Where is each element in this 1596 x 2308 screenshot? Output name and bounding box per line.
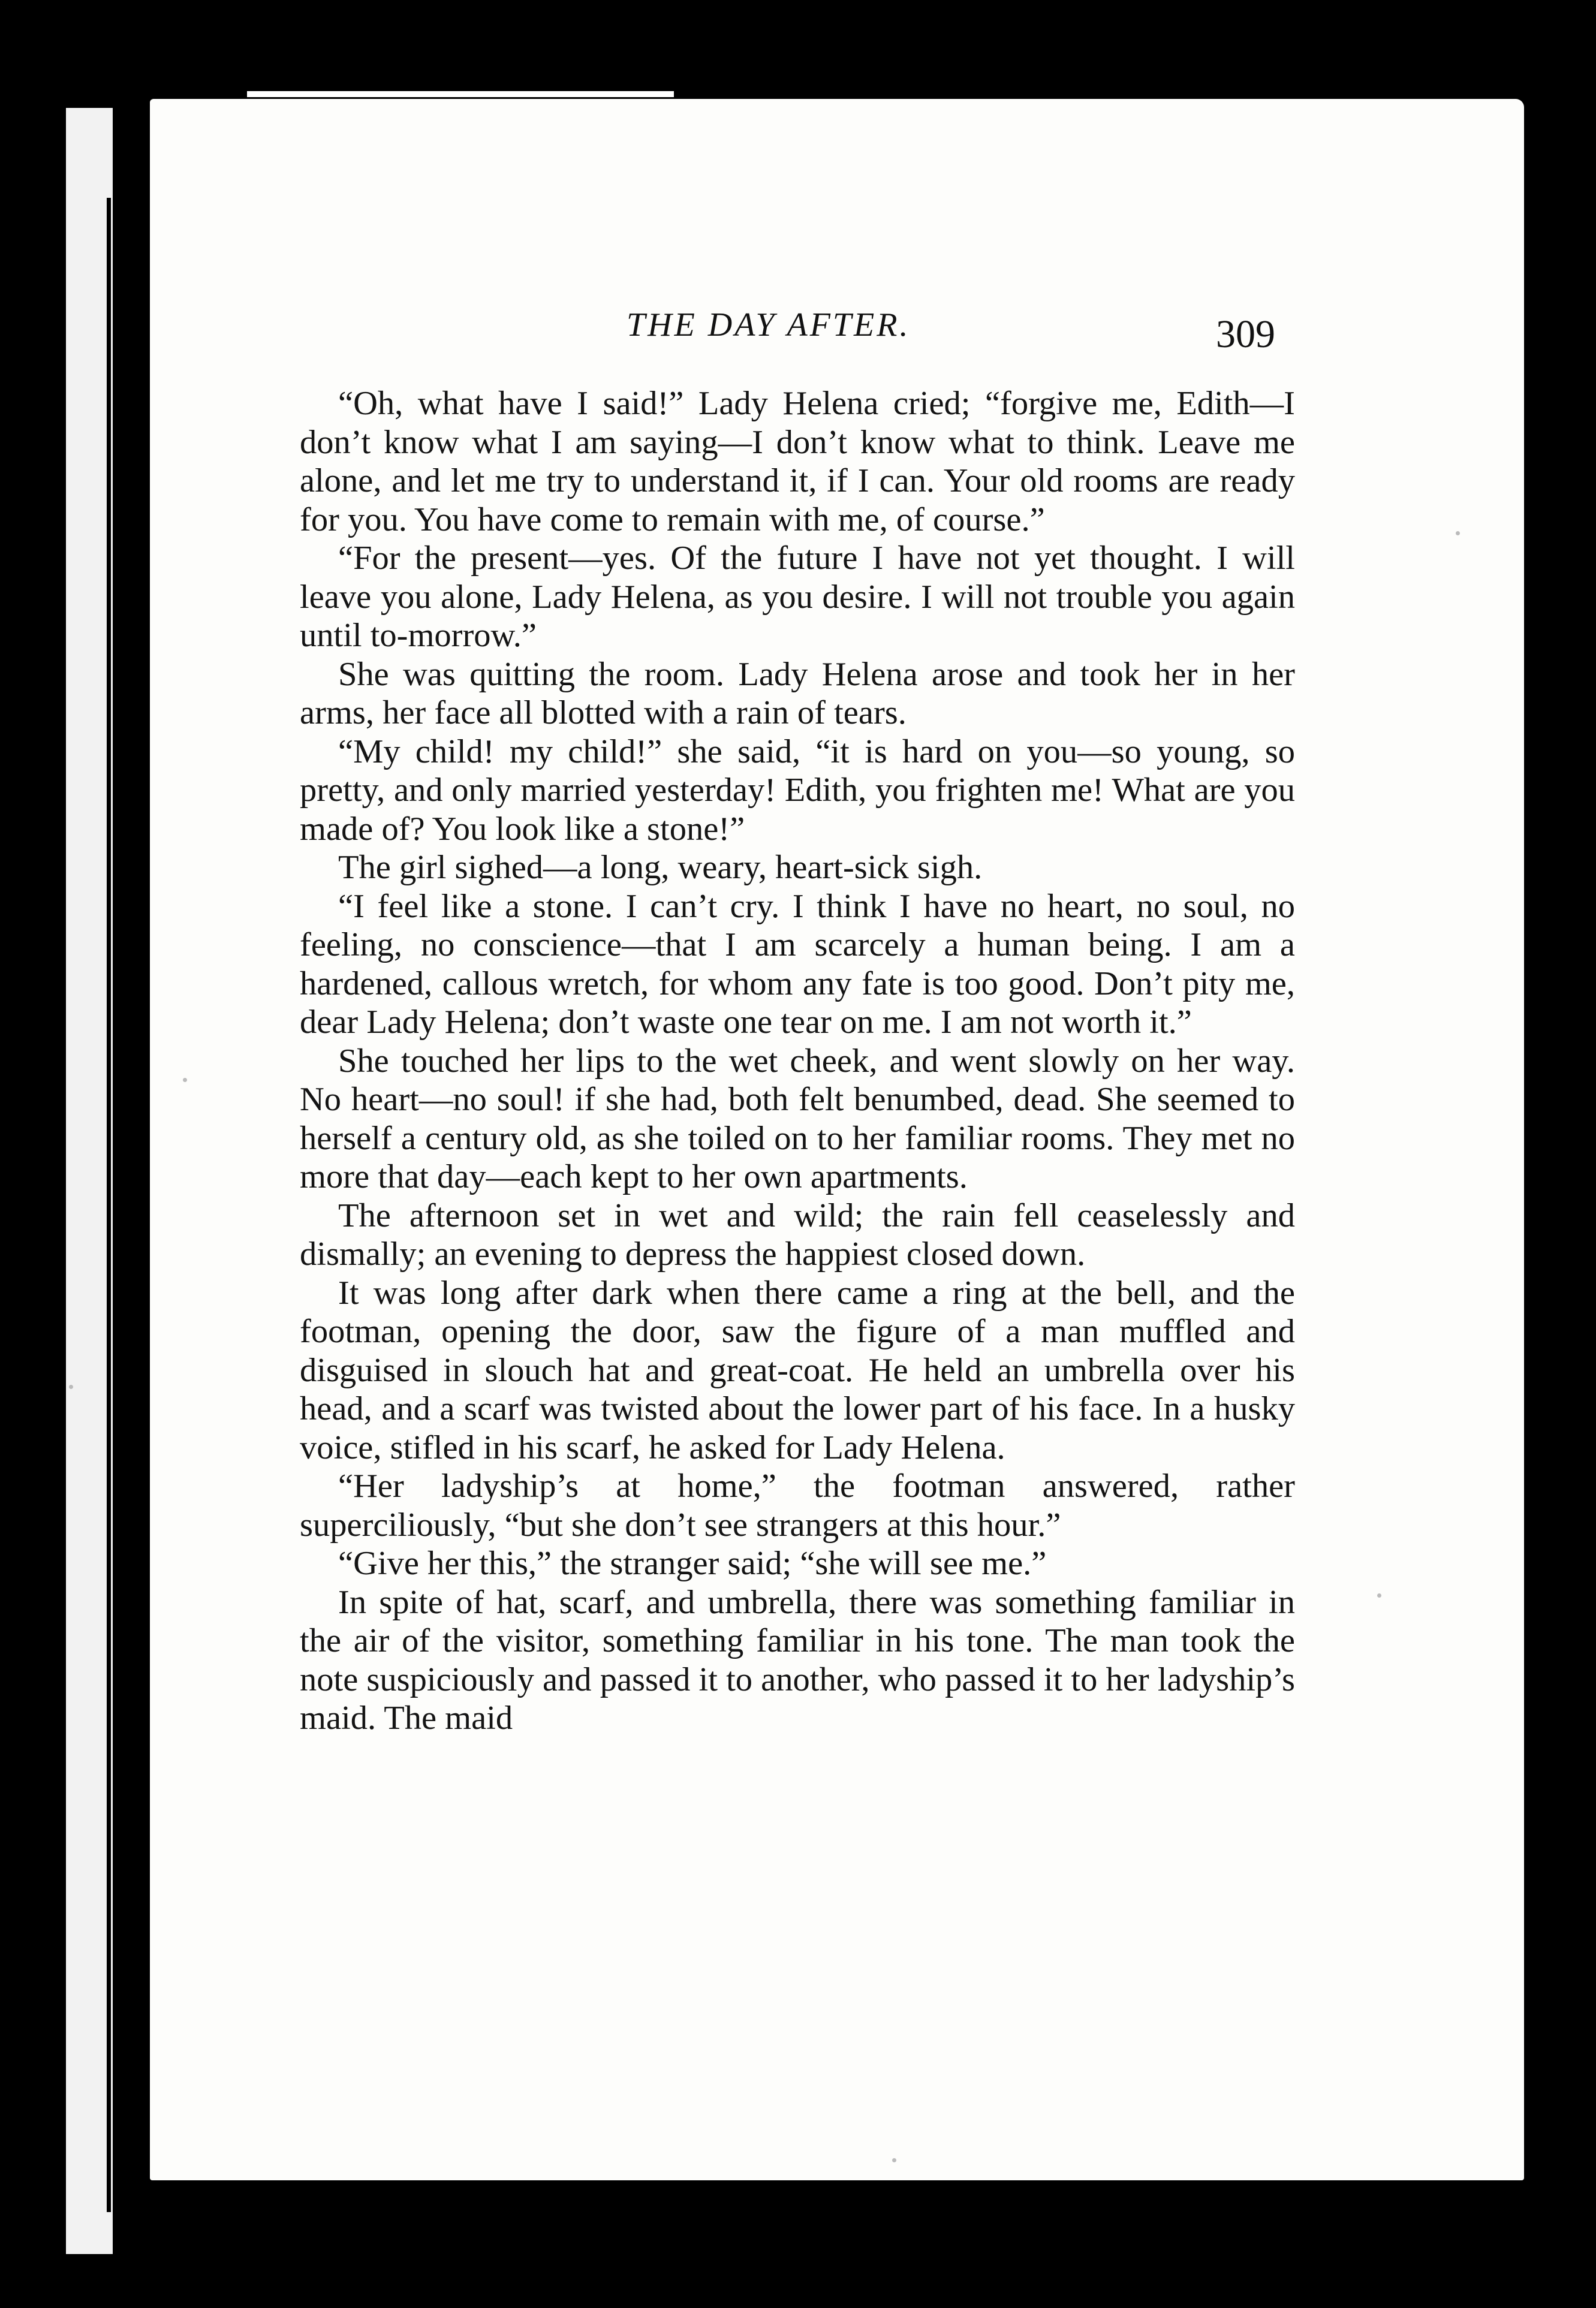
body-text bbox=[300, 384, 1295, 1738]
page-gutter-edge bbox=[66, 108, 113, 2254]
paragraph: It was long after dark when there came a ring at the bell, and the footman, opening the door, saw the figure of a man muffled and disguised in slouch hat and great-coat. He held an umbrella over his head, and a scarf was twisted about the lower part of his face. In a husky voice, stifled in his scarf, he asked for Lady Helena. bbox=[300, 1274, 1295, 1466]
top-edge-rule bbox=[247, 91, 674, 97]
scan-speck bbox=[1377, 1593, 1381, 1598]
scan-speck bbox=[183, 1078, 187, 1082]
scan-speck bbox=[1456, 531, 1460, 535]
paragraph: She was quitting the room. Lady Helena arose and took her in her arms, her face all blotted with a rain of tears. bbox=[300, 655, 1295, 731]
scan-speck bbox=[69, 1385, 73, 1389]
paragraph: The afternoon set in wet and wild; the rain fell ceaselessly and dismally; an evening to depress the happiest closed down. bbox=[300, 1197, 1295, 1273]
scan-speck bbox=[892, 2158, 896, 2162]
paragraph: “Her ladyship’s at home,” the footman answered, rather superciliously, “but she don’t see strangers at this hour.” bbox=[300, 1468, 1295, 1544]
running-head: THE DAY AFTER. bbox=[627, 306, 911, 344]
binding-shadow-line bbox=[107, 198, 111, 2212]
paragraph: “My child! my child!” she said, “it is hard on you—so young, so pretty, and only married yesterday! Edith, you frighten me! What are you made of? You look like a stone!” bbox=[300, 733, 1295, 848]
paragraph: “I feel like a stone. I can’t cry. I think I have no heart, no soul, no feeling, no conscience—that I am scarcely a human being. I am a hardened, callous wretch, for whom any fate is too good. Don’t pity me, dear Lady Helena; don’t waste one tear on me. I am not worth it.” bbox=[300, 887, 1295, 1041]
paragraph: The girl sighed—a long, weary, heart-sick sigh. bbox=[338, 849, 983, 886]
paragraph: “For the present—yes. Of the future I have not yet thought. I will leave you alone, Lady Helena, as you desire. I will not trouble you again until to-morrow.” bbox=[300, 540, 1295, 654]
paragraph: “Give her this,” the stranger said; “she will see me.” bbox=[338, 1545, 1047, 1582]
page-number: 309 bbox=[1216, 312, 1275, 356]
paragraph: In spite of hat, scarf, and umbrella, there was something familiar in the air of the visitor, something familiar in his tone. The man took the note suspiciously and passed it to another, who passed it to her ladyship’s maid. The maid bbox=[300, 1583, 1295, 1737]
paragraph: She touched her lips to the wet cheek, and went slowly on her way. No heart—no soul! if she had, both felt benumbed, dead. She seemed to herself a century old, as she toiled on to her familiar rooms. They met no more that day—each kept to her own apartments. bbox=[300, 1042, 1295, 1195]
paragraph: “Oh, what have I said!” Lady Helena cried; “forgive me, Edith—I don’t know what I am saying—I don’t know what to think. Leave me alone, and let me try to understand it, if I can. Your old rooms are ready for you. You have come to remain with me, of course.” bbox=[300, 385, 1295, 538]
